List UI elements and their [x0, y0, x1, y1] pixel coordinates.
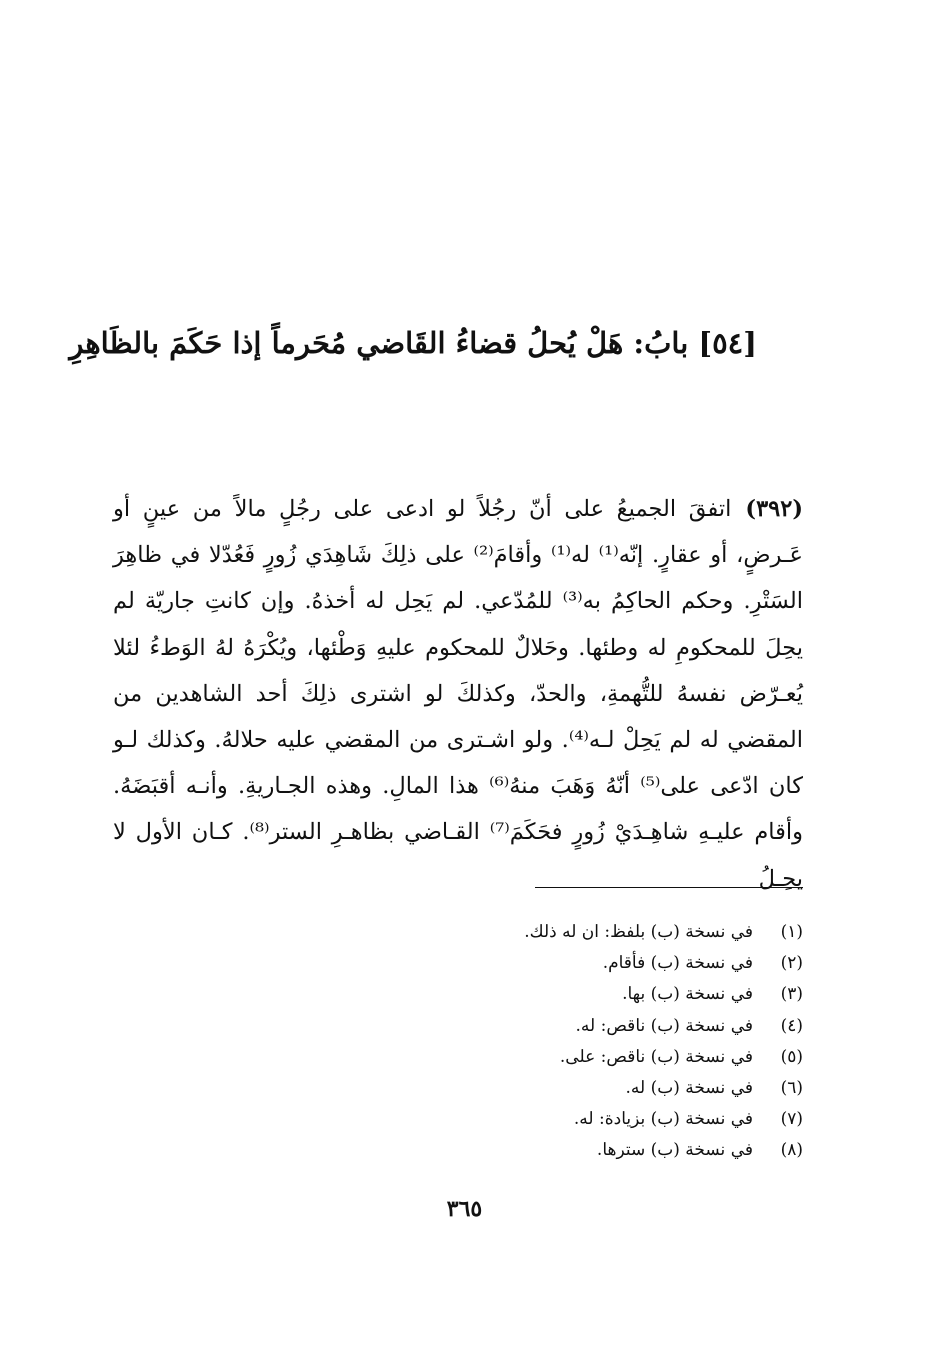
footnote	[383, 979, 803, 1010]
footnote	[383, 1042, 803, 1073]
main-text	[113, 486, 803, 902]
footnote	[383, 1011, 803, 1042]
footnote-number: (٣)	[780, 984, 803, 1005]
footnote-text: في نسخة (ب) بها.	[622, 984, 753, 1005]
paragraph-text: اتفقَ الجميعُ على أنّ رجُلاً لو ادعى على رجُلٍ مالاً من عينٍ أو عَـرضٍ، أو عقارٍ. إنّه⁽¹⁾ له⁽¹⁾ وأقامَ⁽²⁾ على ذلِكَ شَاهِدَي زُورٍ فَعُدّلا في ظاهِرَ السَتْرِ. وحكم الحاكِمُ به⁽³⁾ للمُدّعي. لم يَحِل له أخذهُ. وإن كانتِ جاريّة لم يحِلَ للمحكومِ له وطئها. وحَلالٌ للمحكوم عليهِ وَطْئها، ويُكْرَهُ لهُ الوَطءُ لئلا يُعـرّض نفسهُ للتُّهمةِ، والحدّ، وكذلكَ لو اشترى ذلِكَ أحد الشاهدين من المقضي له لم يَحِلْ لـه⁽⁴⁾. ولو اشـترى من المقضي عليه حلالهُ. وكذلك لـو كان ادّعى على⁽⁵⁾ أنّهُ وَهَبَ منهُ⁽⁶⁾ هذا المالِ. وهذه الجـاريةِ. وأنـه أقبَضَهُ. وأقام عليـهِ شاهِـدَيْ زُورٍ فحَكَمَ⁽⁷⁾ القـاضي بظاهـرِ الستر⁽⁸⁾. كـان الأول لا يحِـلُ	[113, 496, 803, 892]
footnote-number: (٦)	[780, 1078, 803, 1099]
footnote-text: في نسخة (ب) ناقص: له.	[575, 1015, 753, 1036]
footnote	[383, 1135, 803, 1166]
footnote-number: (٧)	[780, 1109, 803, 1130]
footnote-number: (٤)	[780, 1015, 803, 1036]
footnote-number: (٨)	[780, 1140, 803, 1161]
footnote	[383, 1073, 803, 1104]
footnote-text: في نسخة (ب) بلفظ: ان له ذلك.	[524, 922, 753, 942]
footnote	[383, 1104, 803, 1135]
footnote	[383, 948, 803, 979]
paragraph	[113, 486, 803, 902]
footnote-text: في نسخة (ب) له.	[625, 1078, 753, 1099]
footnote-number: (٢)	[780, 953, 803, 974]
footnote-separator	[535, 887, 803, 888]
page-number: ٣٦٥	[446, 1196, 483, 1222]
footnote-text: في نسخة (ب) بزيادة: له.	[573, 1109, 753, 1130]
footnote-number: (٥)	[780, 1046, 803, 1067]
footnote-text: في نسخة (ب) ناقص: على.	[559, 1046, 753, 1067]
footnote	[383, 917, 803, 948]
footnotes-list	[383, 917, 803, 1167]
chapter-title: [٥٤] بابُ: هَلْ يُحلُ قضاءُ القَاضي مُحَرماً إذا حَكَمَ بالظَاهِرِ	[69, 326, 757, 361]
paragraph-number: (٣٩٢)	[745, 496, 803, 522]
footnote-number: (١)	[780, 922, 803, 942]
footnote-text: في نسخة (ب) سترها.	[596, 1140, 753, 1161]
footnote-text: في نسخة (ب) فأقام.	[602, 953, 753, 974]
